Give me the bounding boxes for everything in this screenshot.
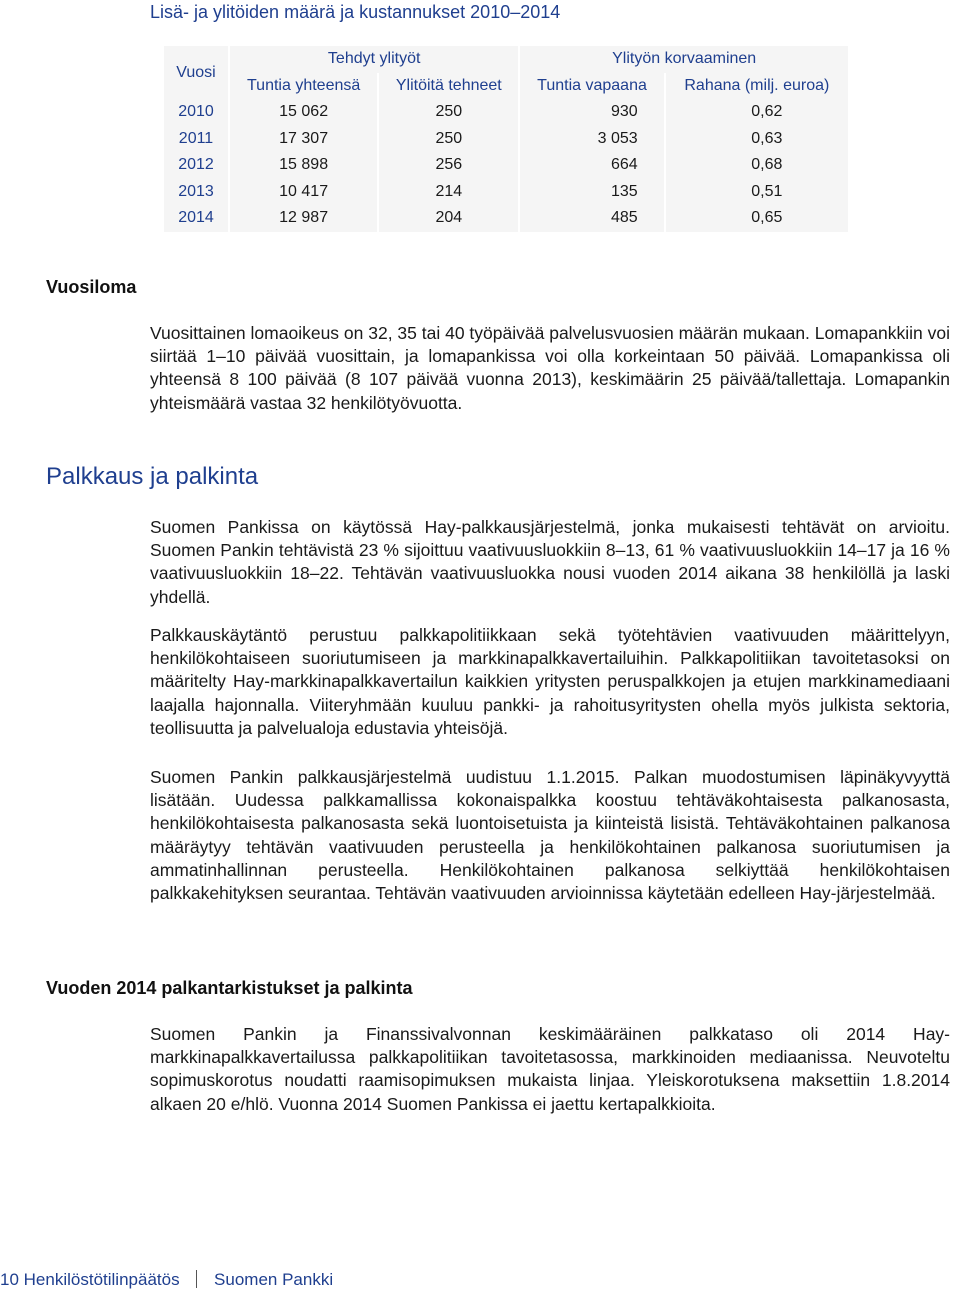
hours-free-cell: 930: [520, 99, 663, 126]
subheader-persons: Ylitöitä tehneet: [379, 73, 518, 100]
table-row: [164, 205, 848, 232]
palkkaus-paragraph-3: Suomen Pankin palkkausjärjestelmä uudistuu 1.1.2015. Palkan muodostumisen läpinäkyvyyttä lisätään. Uudessa palkkamallissa kokonaispalkka koostuu tehtäväkohtaisesta palkanosasta, henkilökohtaisesta palkanosasta sekä luontoisetuista ja kiinteistä lisistä. Tehtäväkohtainen palkanosa määräytyy tehtävän vaativuuden perusteella ja henkilökohtainen palkanosa suoriutumisen ja ammatinhallinnan perusteella. Henkilökohtainen palkanosa selkiyttää henkilökohtaisen palkkakehityksen seurantaa. Tehtävän vaativuuden arvioinnissa käytetään edelleen Hay-järjestelmää.: [150, 767, 950, 904]
table-header-row: [164, 46, 848, 73]
palkkaus-paragraph-2: Palkkauskäytäntö perustuu palkkapolitiikkaan sekä työtehtävien vaativuuden määrittelyyn, henkilökohtaiseen suoriutumiseen ja markkinapalkkavertailuihin. Palkkapolitiikan tavoitetasoksi on määritelty Hay-markkinapalkkavertailun kaikkien yritysten peruspalkkojen ja etujen markkinamediaani laajalla hajonnalla. Viiteryhmään kuuluu pankki- ja rahoitusyritysten ohella myös julkista sektoria, teollisuutta ja palvelualoja edustavia yhteisöjä.: [150, 625, 950, 738]
persons-cell: 256: [379, 152, 518, 179]
money-cell: 0,68: [666, 152, 848, 179]
hours-total-cell: 12 987: [230, 205, 377, 232]
year-cell: 2012: [164, 152, 228, 179]
table-row: [164, 99, 848, 126]
hours-free-cell: 3 053: [520, 126, 663, 153]
tarkistukset-heading: Vuoden 2014 palkantarkistukset ja palkinta: [46, 978, 413, 998]
group-header-korvaaminen: Ylityön korvaaminen: [520, 46, 848, 73]
vuosiloma-paragraph: Vuosittainen lomaoikeus on 32, 35 tai 40 työpäivää palvelusvuosien määrän mukaan. Lomapankkiin voi siirtää 1–10 päivää vuosittain, ja lomapankissa voi olla korkeintaan 50 päivää. Lomapankissa oli yhteensä 8 100 päivää (8 107 päivää vuonna 2013), keskimäärin 25 päivää/tallettaja. Lomapankin yhteismäärä vastaa 32 henkilötyövuotta.: [150, 323, 950, 413]
footer-divider: [196, 1270, 197, 1288]
page-number: 10: [0, 1270, 19, 1289]
table-caption: Lisä- ja ylitöiden määrä ja kustannukset 2010–2014: [150, 2, 561, 22]
money-cell: 0,62: [666, 99, 848, 126]
organization-name: Suomen Pankki: [214, 1270, 334, 1289]
money-cell: 0,51: [666, 179, 848, 206]
year-cell: 2011: [164, 126, 228, 153]
persons-cell: 214: [379, 179, 518, 206]
vuosiloma-heading: Vuosiloma: [46, 277, 137, 297]
hours-total-cell: 15 898: [230, 152, 377, 179]
money-cell: 0,63: [666, 126, 848, 153]
year-column-header: Vuosi: [164, 46, 228, 99]
palkkaus-heading: Palkkaus ja palkinta: [46, 463, 259, 490]
tarkistukset-paragraph: Suomen Pankin ja Finanssivalvonnan keskimääräinen palkkataso oli 2014 Hay-markkinapalkkavertailussa palkkapolitiikan tavoitetasossa, markkinoiden mediaanissa. Neuvoteltu sopimuskorotus noudatti raamisopimuksen mukaista linjaa. Yleiskorotuksena maksettiin 1.8.2014 alkaen 20 e/hlö. Vuonna 2014 Suomen Pankissa ei jaettu kertapalkkioita.: [150, 1024, 950, 1114]
report-title: Henkilöstötilinpäätös: [23, 1270, 180, 1289]
palkkaus-paragraph-1: Suomen Pankissa on käytössä Hay-palkkausjärjestelmä, jonka mukaisesti tehtävät on arvioitu. Suomen Pankin tehtävistä 23 % sijoittuu vaativuusluokkiin 8–13, 61 % vaativuusluokkiin 14–17 ja 16 % vaativuusluokkiin 18–22. Tehtävän vaativuusluokka nousi vuoden 2014 aikana 38 henkilöllä ja laski yhdellä.: [150, 517, 950, 607]
hours-free-cell: 135: [520, 179, 663, 206]
year-cell: 2014: [164, 205, 228, 232]
hours-total-cell: 17 307: [230, 126, 377, 153]
subheader-hours-total: Tuntia yhteensä: [230, 73, 377, 100]
persons-cell: 204: [379, 205, 518, 232]
table-row: [164, 152, 848, 179]
persons-cell: 250: [379, 99, 518, 126]
hours-total-cell: 10 417: [230, 179, 377, 206]
subheader-hours-free: Tuntia vapaana: [520, 73, 663, 100]
year-cell: 2013: [164, 179, 228, 206]
hours-free-cell: 664: [520, 152, 663, 179]
table-row: [164, 179, 848, 206]
persons-cell: 250: [379, 126, 518, 153]
year-cell: 2010: [164, 99, 228, 126]
page-footer: [0, 1270, 333, 1290]
money-cell: 0,65: [666, 205, 848, 232]
table-row: [164, 126, 848, 153]
subheader-money: Rahana (milj. euroa): [666, 73, 848, 100]
hours-total-cell: 15 062: [230, 99, 377, 126]
overtime-table: [162, 46, 850, 232]
table-subheader-row: [164, 73, 848, 100]
hours-free-cell: 485: [520, 205, 663, 232]
group-header-tehdyt: Tehdyt ylityöt: [230, 46, 518, 73]
